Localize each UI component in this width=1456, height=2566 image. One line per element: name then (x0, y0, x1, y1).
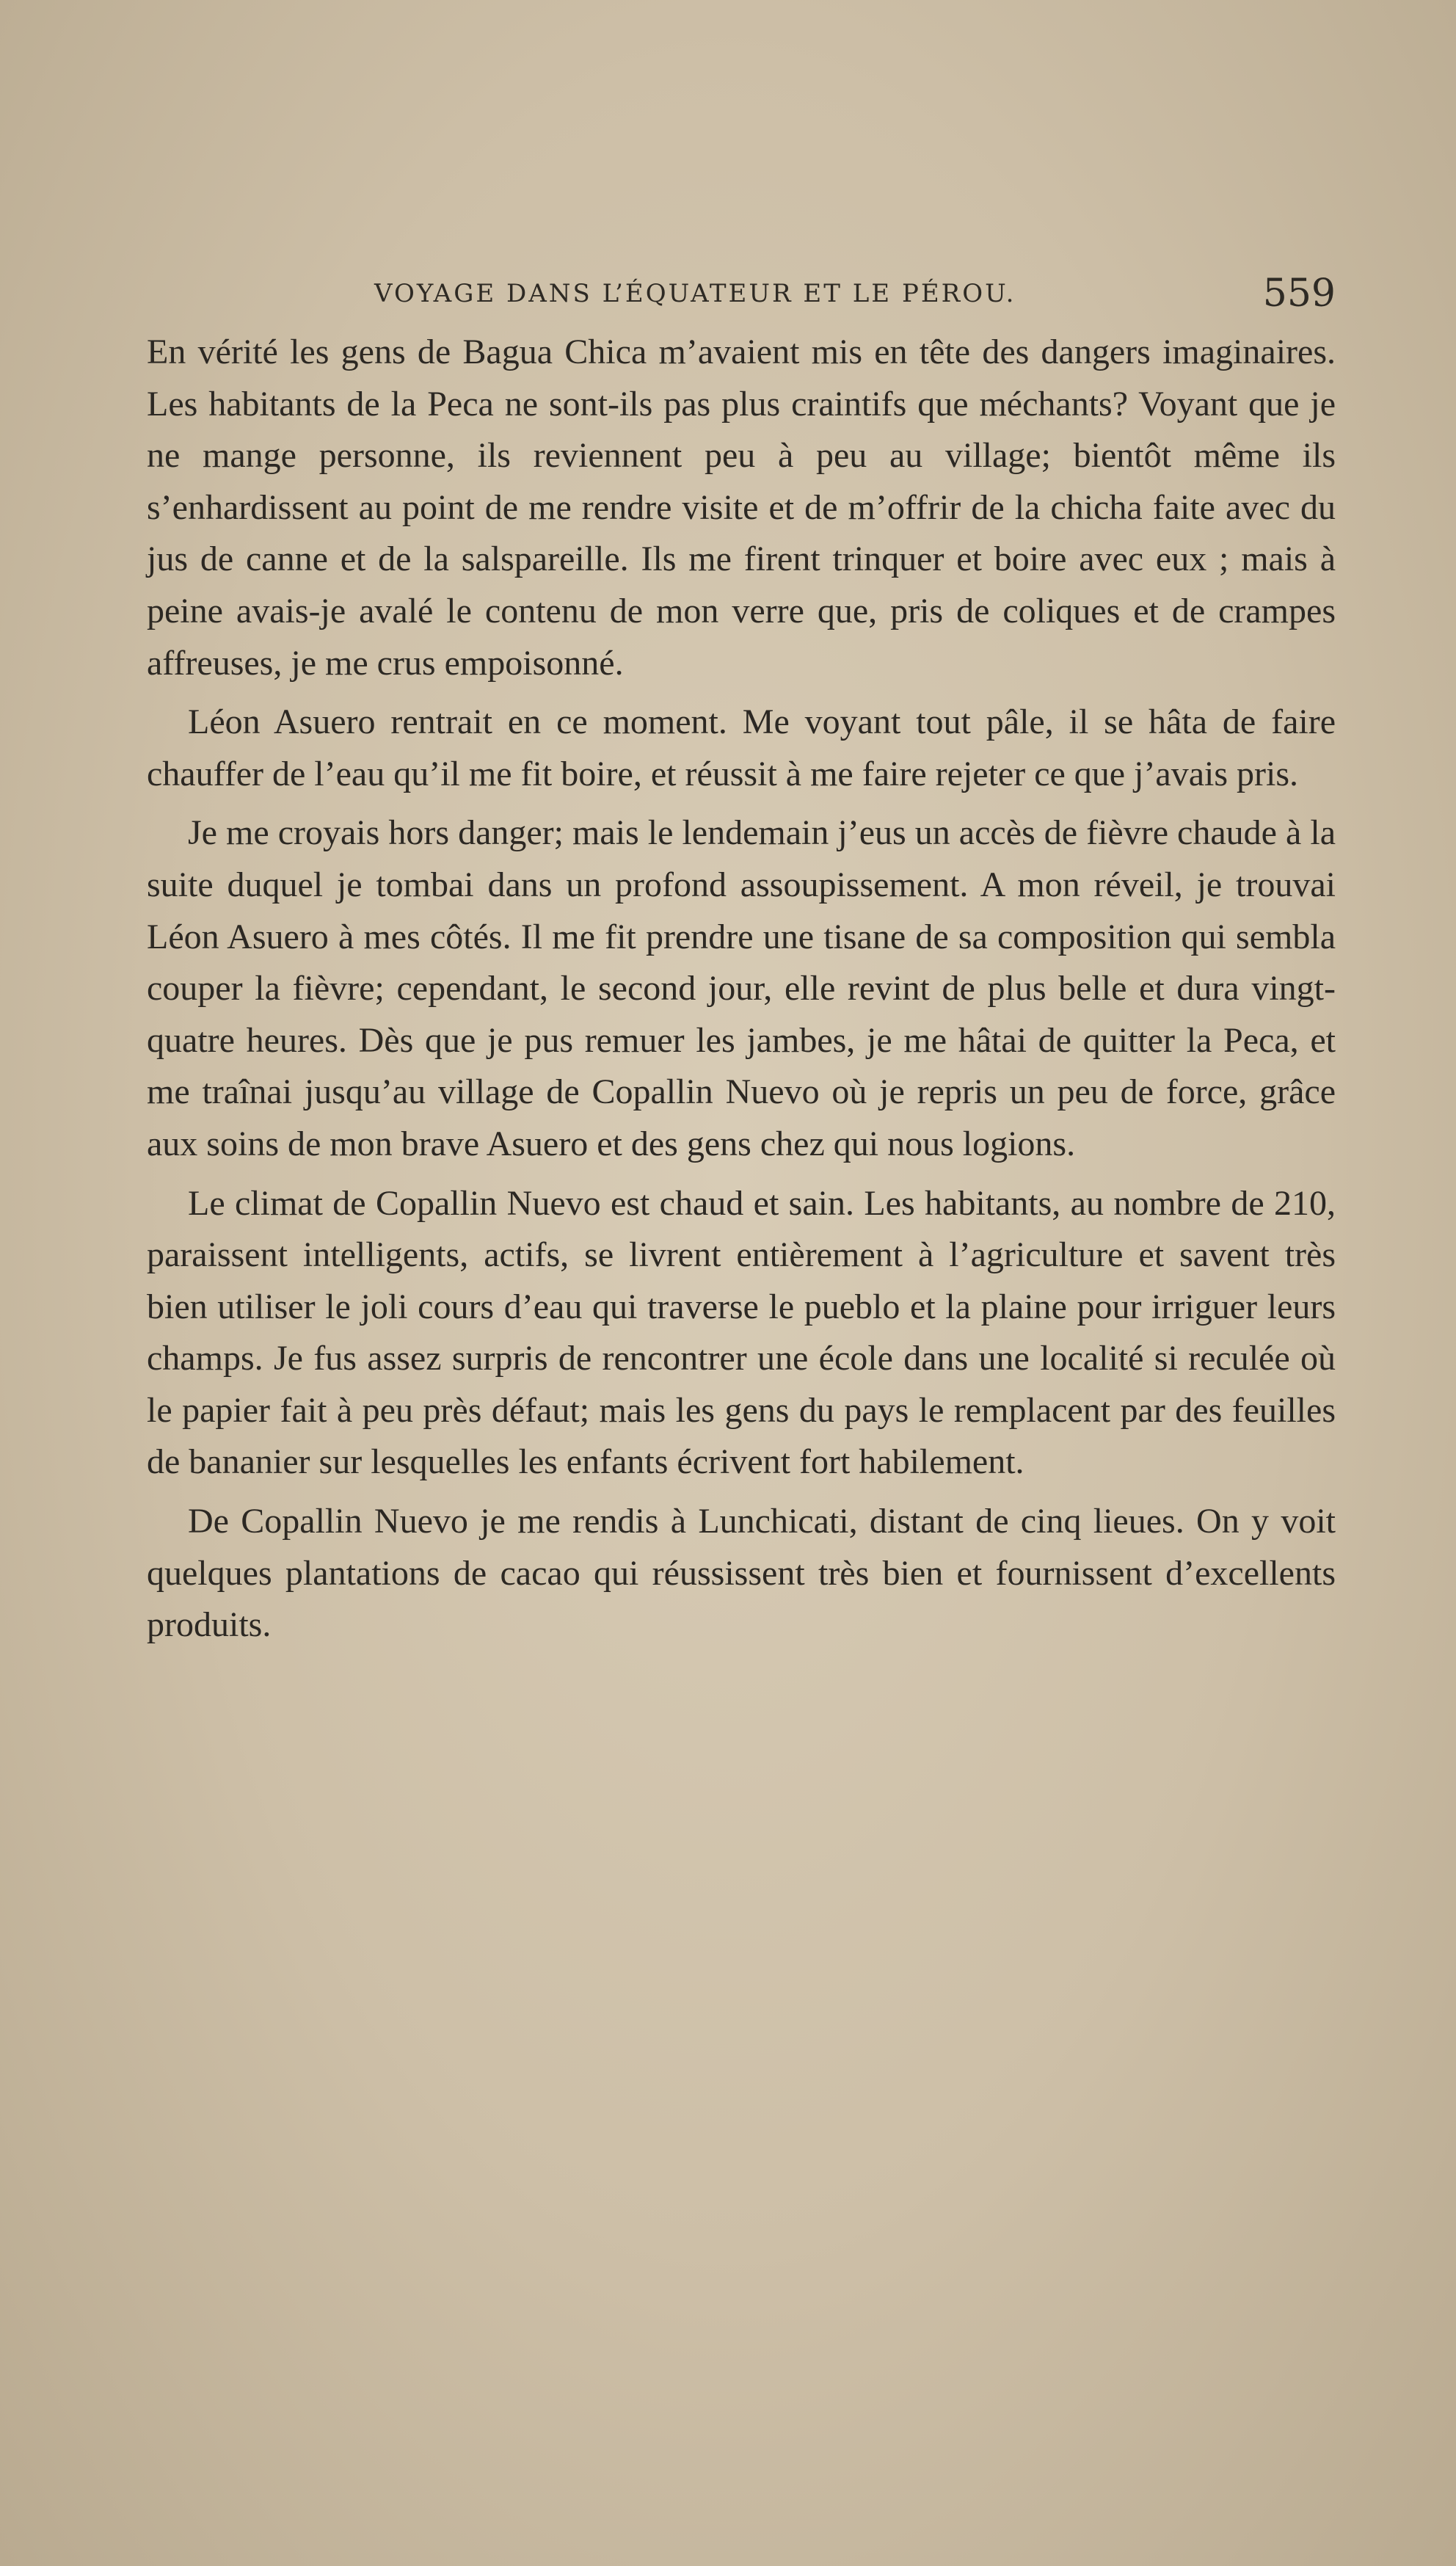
body-text (147, 327, 1336, 1659)
paragraph-2: Léon Asuero rentrait en ce moment. Me voyant tout pâle, il se hâta de faire chauffer de l’eau qu’il me fit boire, et réussit à me faire rejeter ce que j’avais pris. (147, 702, 1336, 793)
paragraph-4: Le climat de Copallin Nuevo est chaud et sain. Les habitants, au nombre de 210, paraissent intelligents, actifs, se livrent entièrement à l’agriculture et savent très bien utiliser le joli cours d’eau qui traverse le pueblo et la plaine pour irriguer leurs champs. Je fus assez surpris de rencontrer une école dans une localité si reculée où le papier fait à peu près défaut; mais les gens du pays le remplacent par des feuilles de bananier sur lesquelles les enfants écrivent fort habilement. (147, 1183, 1336, 1482)
running-head (147, 272, 1336, 323)
page-number: 559 (1262, 272, 1336, 316)
paragraph-5: De Copallin Nuevo je me rendis à Lunchicati, distant de cinq lieues. On y voit quelques plantations de cacao qui réussissent très bien et fournissent d’excellents produits. (147, 1502, 1336, 1645)
running-title: VOYAGE DANS L’ÉQUATEUR ET LE PÉROU. (374, 279, 1016, 308)
paragraph-1: En vérité les gens de Bagua Chica m’avaient mis en tête des dangers imaginaires. Les habitants de la Peca ne sont-ils pas plus craintifs que méchants? Voyant que je ne mange personne, ils reviennent peu à peu au village; bientôt même ils s’enhardissent au point de me rendre visite et de m’offrir de la chicha faite avec du jus de canne et de la salspareille. Ils me firent trinquer et boire avec eux ; mais à peine avais-je avalé le contenu de mon verre que, pris de coliques et de crampes affreuses, je me crus empoisonné. (147, 332, 1336, 683)
paragraph-3: Je me croyais hors danger; mais le lendemain j’eus un accès de fièvre chaude à la suite duquel je tombai dans un profond assoupissement. A mon réveil, je trouvai Léon Asuero à mes côtés. Il me fit prendre une tisane de sa composition qui sembla couper la fièvre; cependant, le second jour, elle revint de plus belle et dura vingt-quatre heures. Dès que je pus remuer les jambes, je me hâtai de quitter la Peca, et me traînai jusqu’au village de Copallin Nuevo où je repris un peu de force, grâce aux soins de mon brave Asuero et des gens chez qui nous logions. (147, 813, 1336, 1163)
